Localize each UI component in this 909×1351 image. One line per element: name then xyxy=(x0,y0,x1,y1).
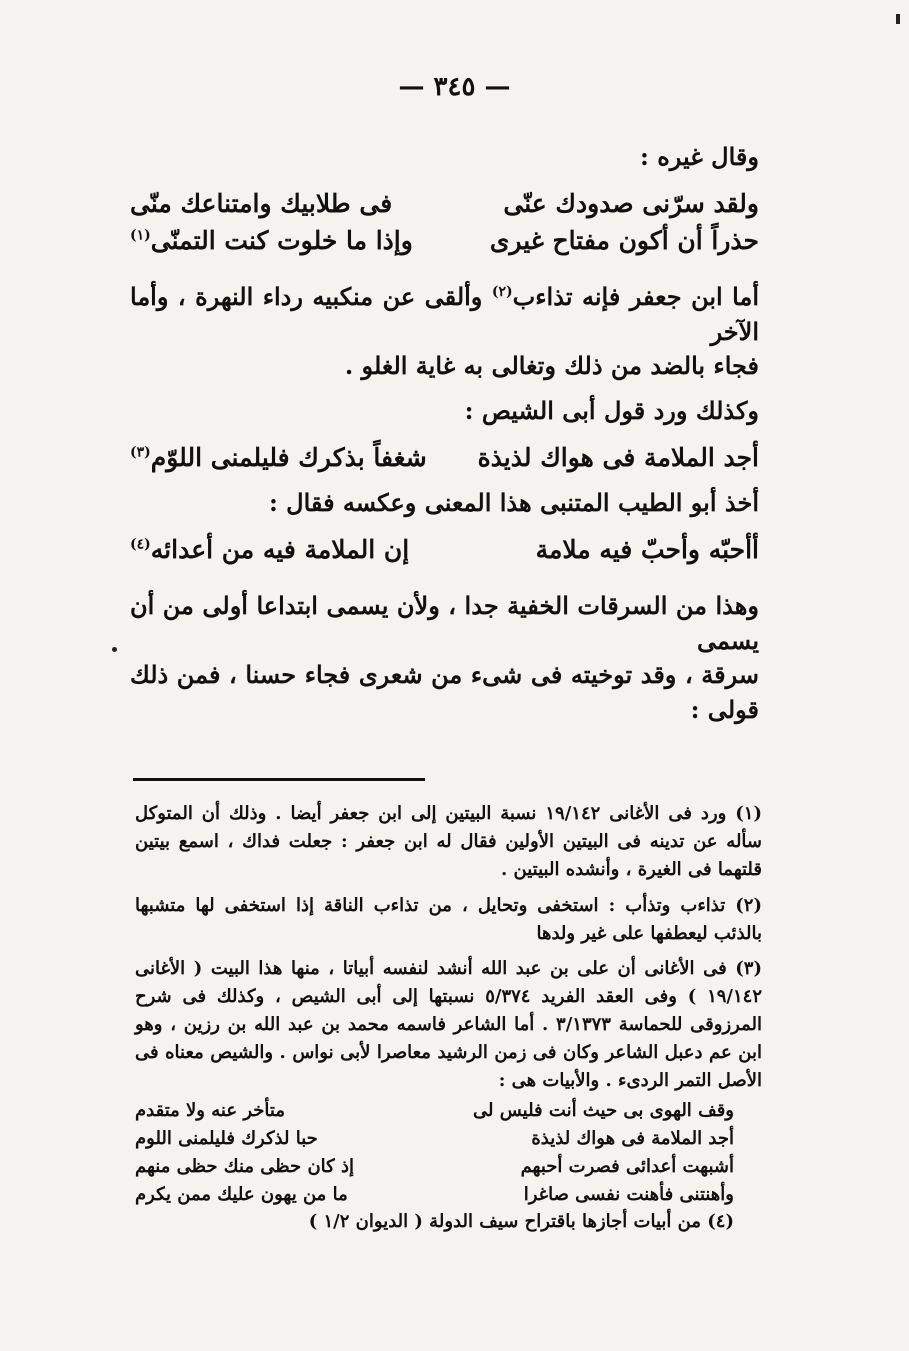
verse-4-second-hemistich xyxy=(130,531,432,569)
intro-line-2: وكذلك ورد قول أبى الشيص : xyxy=(464,396,759,426)
footnote-4: (٤) من أبيات أجازها باقتراح سيف الدولة ( الديوان ١/٢ ) xyxy=(308,1211,734,1233)
paragraph-1-line-1 xyxy=(130,280,759,350)
main-text xyxy=(130,140,759,728)
paragraph-1-rest: وألقى عن منكبيه رداء النهرة ، وأما الآخر xyxy=(130,281,759,346)
ink-dot xyxy=(112,647,117,652)
page-number: — ٣٤٥ — xyxy=(398,72,511,102)
footnote-verse-1-first: وقف الهوى بى حيث أنت فليس لى xyxy=(472,1099,734,1121)
footnote-verse-1 xyxy=(135,1097,762,1125)
footnote-verse-3-first: أشبهت أعدائى فصرت أحبهم xyxy=(520,1155,734,1177)
paragraph-3-line-2: سرقة ، وقد توخيته فى شىء من شعرى فجاء حسنا ، فمن ذلك قولى : xyxy=(130,660,759,725)
verse-3-second-hemistich xyxy=(130,439,432,477)
footnote-verse-3-second: إذ كان حظى منك حظى منهم xyxy=(135,1155,355,1177)
footnote-2: (٢) تذاءب وتذأب : استخفى وتحايل ، من تذاءب الناقة إذا استخفى لها متشبها بالذئب ليعطفها على غير ولدها xyxy=(135,894,762,944)
intro-line-1: وقال غيره : xyxy=(640,142,759,171)
footnote-verse-2 xyxy=(135,1125,762,1153)
verse-3-first-hemistich: أجد الملامة فى هواك لذيذة xyxy=(477,442,759,472)
verse-4 xyxy=(130,531,759,569)
verse-1 xyxy=(130,185,759,223)
footnote-verse-1-second: متأخر عنه ولا متقدم xyxy=(135,1099,285,1121)
paragraph-1-start: أما ابن جعفر فإنه تذاءب xyxy=(512,281,759,311)
verse-3 xyxy=(130,439,759,477)
corner-mark xyxy=(896,14,900,24)
footnote-separator xyxy=(133,778,425,781)
footnote-ref-3: (٣) xyxy=(130,444,151,461)
verse-2-first-hemistich: حذراً أن أكون مفتاح غيرى xyxy=(489,226,759,256)
footnote-verse-4-first: وأهنتنى فأهنت نفسى صاغرا xyxy=(523,1183,734,1205)
footnote-verse-2-second: حبا لذكرك فليلمنى اللوم xyxy=(135,1127,318,1149)
verse-4-second-text: إن الملامة فيه من أعدائه xyxy=(150,535,410,565)
footnote-1: (١) ورد فى الأغانى ١٩/١٤٢ نسبة البيتين إلى ابن جعفر أيضا . وذلك أن المتوكل سأله عن تدينه فى البيتين الأولين فقال له ابن جعفر : جعلت فداك ، اسمع بيتين قلتهما فى الغيرة ، وأنشده البيتين . xyxy=(135,803,762,880)
footnotes xyxy=(135,800,762,1244)
footnote-ref-4: (٤) xyxy=(130,536,151,553)
verse-1-second-hemistich: فى طلابيك وامتناعك منّى xyxy=(130,188,393,218)
verse-2-second-text: وإذا ما خلوت كنت التمنّى xyxy=(150,226,413,256)
footnote-ref-1: (١) xyxy=(130,227,151,244)
verse-1-first-hemistich: ولقد سرّنى صدودك عنّى xyxy=(503,188,759,218)
footnote-verse-2-first: أجد الملامة فى هواك لذيذة xyxy=(531,1127,734,1149)
paragraph-1-line-2: فجاء بالضد من ذلك وتغالى به غاية الغلو . xyxy=(344,351,759,381)
footnote-verse-4 xyxy=(135,1181,762,1209)
paragraph-2: أخذ أبو الطيب المتنبى هذا المعنى وعكسه فقال : xyxy=(268,488,759,518)
paragraph-3-line-1: وهذا من السرقات الخفية جدا ، ولأن يسمى ابتداعا أولى من أن يسمى xyxy=(130,590,759,655)
footnote-verse-3 xyxy=(135,1153,762,1181)
verse-2 xyxy=(130,222,759,260)
footnote-verse-4-second: ما من يهون عليك ممن يكرم xyxy=(135,1183,348,1205)
verse-2-second-hemistich xyxy=(130,222,432,260)
verse-4-first-hemistich: أأحبّه وأحبّ فيه ملامة xyxy=(535,535,759,565)
footnote-ref-2: (٢) xyxy=(491,283,513,300)
footnote-3: (٣) فى الأغانى أن على بن عبد الله أنشد لنفسه أبياتا ، منها هذا البيت ( الأغانى ١٩/١٤٢ ) وفى العقد الفريد ٥/٣٧٤ نسبتها إلى أبى الشيص ، وكذلك فى شرح المرزوقى للحماسة ٣/١٣٧٣ . أما الشاعر فاسمه محمد بن عبد الله بن رزين ، وهو ابن عم دعبل الشاعر وكان فى زمن الرشيد معاصرا لأبى نواس . والشيص معناه فى الأصل التمر الردىء . والأبيات هى : xyxy=(135,958,762,1092)
verse-3-second-text: شغفاً بذكرك فليلمنى اللوّم xyxy=(150,442,427,472)
